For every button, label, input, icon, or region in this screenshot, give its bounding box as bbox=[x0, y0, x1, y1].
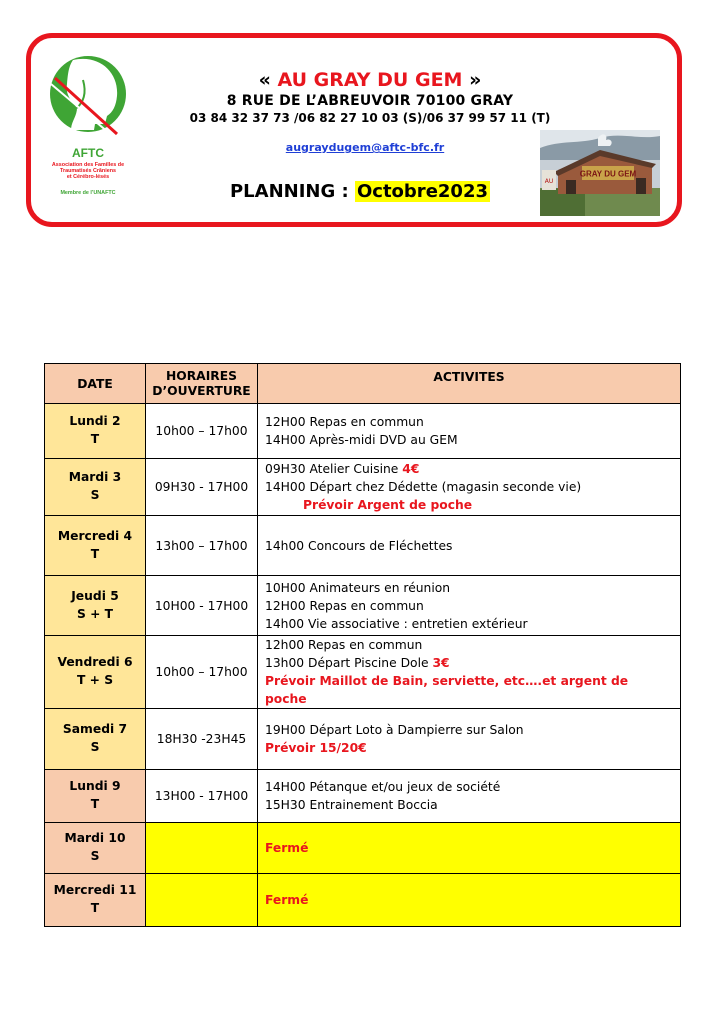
activities-cell bbox=[258, 636, 681, 709]
staff-code: T + S bbox=[76, 673, 114, 687]
activities-cell bbox=[258, 516, 681, 576]
day-label: Samedi 7 bbox=[62, 722, 128, 736]
activity-line: 14h00 Vie associative : entretien extérieur bbox=[265, 616, 528, 631]
page-title: « AU GRAY DU GEM » bbox=[258, 69, 482, 91]
aftc-profile-icon bbox=[47, 50, 129, 142]
activity-line: 12H00 Repas en commun bbox=[265, 415, 424, 429]
staff-code: T bbox=[90, 901, 100, 915]
date-cell bbox=[45, 770, 146, 823]
activity-line: 14h00 Concours de Fléchettes bbox=[265, 538, 453, 553]
planning-table bbox=[44, 363, 681, 927]
staff-code: T bbox=[90, 797, 100, 811]
day-label: Mardi 10 bbox=[64, 831, 126, 845]
day-label: Lundi 2 bbox=[69, 414, 121, 428]
activity-line: 14H00 Après-midi DVD au GEM bbox=[265, 433, 458, 447]
hours-cell bbox=[146, 823, 258, 874]
notice-text: Prévoir 15/20€ bbox=[265, 741, 367, 755]
table-row bbox=[45, 459, 681, 516]
activity-line: 14H00 Départ chez Dédette (magasin seconde vie) bbox=[265, 480, 582, 494]
date-cell bbox=[45, 516, 146, 576]
logo-association-text: Association des Familles de Traumatisés Crâniens et Cérébro-lésés bbox=[51, 162, 125, 181]
header-date: DATE bbox=[45, 364, 146, 404]
hours-cell: 10h00 – 17h00 bbox=[146, 636, 258, 709]
day-label: Jeudi 5 bbox=[71, 588, 119, 603]
activity-line: 12h00 Repas en commun bbox=[265, 638, 423, 652]
notice-text: Prévoir Maillot de Bain, serviette, etc….et argent de poche bbox=[265, 674, 629, 706]
date-cell bbox=[45, 709, 146, 770]
activity-line bbox=[265, 672, 673, 708]
activity-line bbox=[265, 739, 673, 757]
date-cell bbox=[45, 576, 146, 636]
activities-cell bbox=[258, 823, 681, 874]
svg-text:AU: AU bbox=[544, 178, 554, 185]
staff-code: S bbox=[90, 849, 100, 863]
hours-cell: 09H30 - 17H00 bbox=[146, 459, 258, 516]
aftc-logo bbox=[35, 50, 141, 200]
date-cell bbox=[45, 874, 146, 927]
day-label: Mercredi 11 bbox=[53, 883, 137, 897]
staff-code: S bbox=[90, 740, 100, 754]
table-row bbox=[45, 770, 681, 823]
hours-cell: 13h00 – 17h00 bbox=[146, 516, 258, 576]
notice-text: Fermé bbox=[265, 893, 309, 907]
hours-cell bbox=[146, 874, 258, 927]
activities-cell bbox=[258, 770, 681, 823]
activities-cell bbox=[258, 459, 681, 516]
table-row bbox=[45, 404, 681, 459]
table-row bbox=[45, 576, 681, 636]
date-cell bbox=[45, 823, 146, 874]
table-row bbox=[45, 874, 681, 927]
header-activities: ACTIVITES bbox=[258, 364, 681, 404]
activity-line: 19H00 Départ Loto à Dampierre sur Salon bbox=[265, 723, 524, 737]
table-row bbox=[45, 516, 681, 576]
price-label: 3€ bbox=[432, 656, 450, 670]
activity-line bbox=[265, 839, 673, 857]
date-cell bbox=[45, 636, 146, 709]
hours-cell: 13H00 - 17H00 bbox=[146, 770, 258, 823]
address: 8 RUE DE L’ABREUVOIR 70100 GRAY bbox=[226, 93, 514, 109]
price-label: 4€ bbox=[402, 462, 420, 476]
staff-code: S bbox=[90, 488, 100, 502]
table-row bbox=[45, 636, 681, 709]
phone-numbers: 03 84 32 37 73 /06 82 27 10 03 (S)/06 37 99 57 11 (T) bbox=[189, 111, 551, 125]
day-label: Lundi 9 bbox=[69, 779, 121, 793]
photo-sign-text: GRAY DU GEM bbox=[579, 169, 637, 179]
gem-name: AU GRAY DU GEM bbox=[277, 69, 463, 91]
planning-heading: PLANNING : Octobre2023 bbox=[229, 181, 488, 202]
date-cell bbox=[45, 404, 146, 459]
table-header-row bbox=[45, 364, 681, 404]
activities-cell bbox=[258, 576, 681, 636]
hours-cell: 10H00 - 17H00 bbox=[146, 576, 258, 636]
activities-cell bbox=[258, 709, 681, 770]
hours-cell: 18H30 -23H45 bbox=[146, 709, 258, 770]
logo-member-text: Membre de l’UNAFTC bbox=[60, 190, 116, 196]
notice-text: Fermé bbox=[265, 841, 309, 855]
activity-line: 10H00 Animateurs en réunion bbox=[265, 580, 451, 595]
notice-text: Prévoir Argent de poche bbox=[303, 498, 473, 512]
activity-line bbox=[265, 891, 673, 909]
activity-line: 14H00 Pétanque et/ou jeux de société bbox=[265, 780, 501, 794]
day-label: Mercredi 4 bbox=[57, 528, 133, 543]
day-label: Vendredi 6 bbox=[57, 655, 133, 669]
date-cell bbox=[45, 459, 146, 516]
table-row bbox=[45, 823, 681, 874]
table-row bbox=[45, 709, 681, 770]
activity-line: 15H30 Entrainement Boccia bbox=[265, 798, 438, 812]
hours-cell: 10h00 – 17h00 bbox=[146, 404, 258, 459]
planning-month: Octobre2023 bbox=[356, 181, 488, 202]
staff-code: S + T bbox=[76, 606, 114, 621]
gem-building-photo bbox=[540, 130, 660, 216]
activity-line: 13h00 Départ Piscine Dole 3€ bbox=[265, 656, 450, 670]
logo-acronym: AFTC bbox=[72, 146, 104, 160]
header-hours: HORAIRES D’OUVERTURE bbox=[146, 364, 258, 404]
staff-code: T bbox=[90, 546, 100, 561]
activity-line: 12H00 Repas en commun bbox=[265, 598, 424, 613]
day-label: Mardi 3 bbox=[68, 470, 122, 484]
activity-line: 09H30 Atelier Cuisine 4€ bbox=[265, 462, 420, 476]
activity-line bbox=[265, 496, 673, 514]
activities-cell bbox=[258, 404, 681, 459]
staff-code: T bbox=[90, 432, 100, 446]
activities-cell bbox=[258, 874, 681, 927]
email-link[interactable]: augraydugem@aftc-bfc.fr bbox=[285, 141, 445, 154]
